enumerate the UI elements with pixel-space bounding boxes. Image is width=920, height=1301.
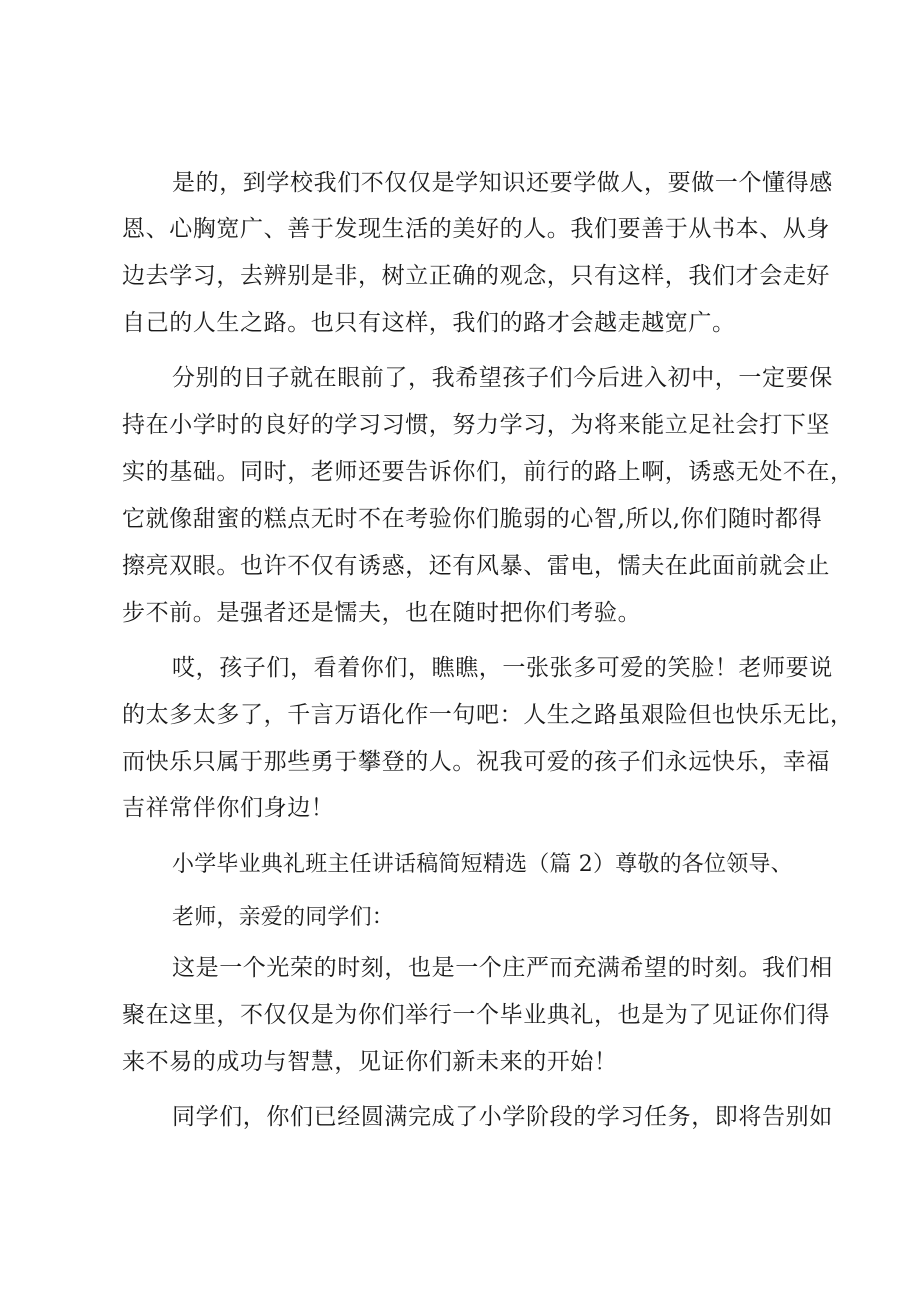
paragraph-1-line-2: 恩、心胸宽广、善于发现生活的美好的人。我们要善于从书本、从身 [122, 216, 830, 242]
paragraph-2-line-4: 它就像甜蜜的糕点无时不在考验你们脆弱的心智,所以,你们随时都得 [122, 506, 823, 532]
paragraph-4-line-1: 这是一个光荣的时刻，也是一个庄严而充满希望的时刻。我们相 [172, 955, 833, 981]
paragraph-4-line-2: 聚在这里，不仅仅是为你们举行一个毕业典礼，也是为了见证你们得 [122, 1002, 830, 1028]
paragraph-4-line-3: 来不易的成功与智慧，见证你们新未来的开始！ [122, 1049, 618, 1075]
paragraph-2-line-6: 步不前。是强者还是懦夫，也在随时把你们考验。 [122, 600, 642, 626]
paragraph-3-line-3: 而快乐只属于那些勇于攀登的人。祝我可爱的孩子们永远快乐，幸福 [122, 749, 830, 775]
paragraph-1-line-3: 边去学习，去辨别是非，树立正确的观念，只有这样，我们才会走好 [122, 263, 830, 289]
paragraph-2-line-1: 分别的日子就在眼前了，我希望孩子们今后进入初中，一定要保 [172, 365, 833, 391]
paragraph-1-line-4: 自己的人生之路。也只有这样，我们的路才会越走越宽广。 [122, 310, 736, 336]
section-heading-line-1: 小学毕业典礼班主任讲话稿简短精选（篇 2）尊敬的各位领导、 [172, 852, 793, 877]
paragraph-2-line-2: 持在小学时的良好的学习习惯，努力学习，为将来能立足社会打下坚 [122, 412, 830, 438]
paragraph-5-line-1: 同学们，你们已经圆满完成了小学阶段的学习任务，即将告别如 [172, 1104, 833, 1130]
paragraph-2-line-5: 擦亮双眼。也许不仅有诱惑，还有风暴、雷电，懦夫在此面前就会止 [122, 553, 830, 579]
paragraph-3-line-2: 的太多太多了，千言万语化作一句吧：人生之路虽艰险但也快乐无比， [122, 702, 854, 728]
paragraph-1-line-1: 是的，到学校我们不仅仅是学知识还要学做人，要做一个懂得感 [172, 170, 833, 196]
paragraph-3-line-1: 哎，孩子们，看着你们，瞧瞧，一张张多可爱的笑脸！老师要说 [172, 655, 833, 681]
paragraph-3-line-4: 吉祥常伴你们身边！ [122, 795, 335, 821]
section-heading-line-2: 老师，亲爱的同学们： [172, 905, 395, 930]
paragraph-2-line-3: 实的基础。同时，老师还要告诉你们，前行的路上啊，诱惑无处不在， [122, 459, 854, 485]
